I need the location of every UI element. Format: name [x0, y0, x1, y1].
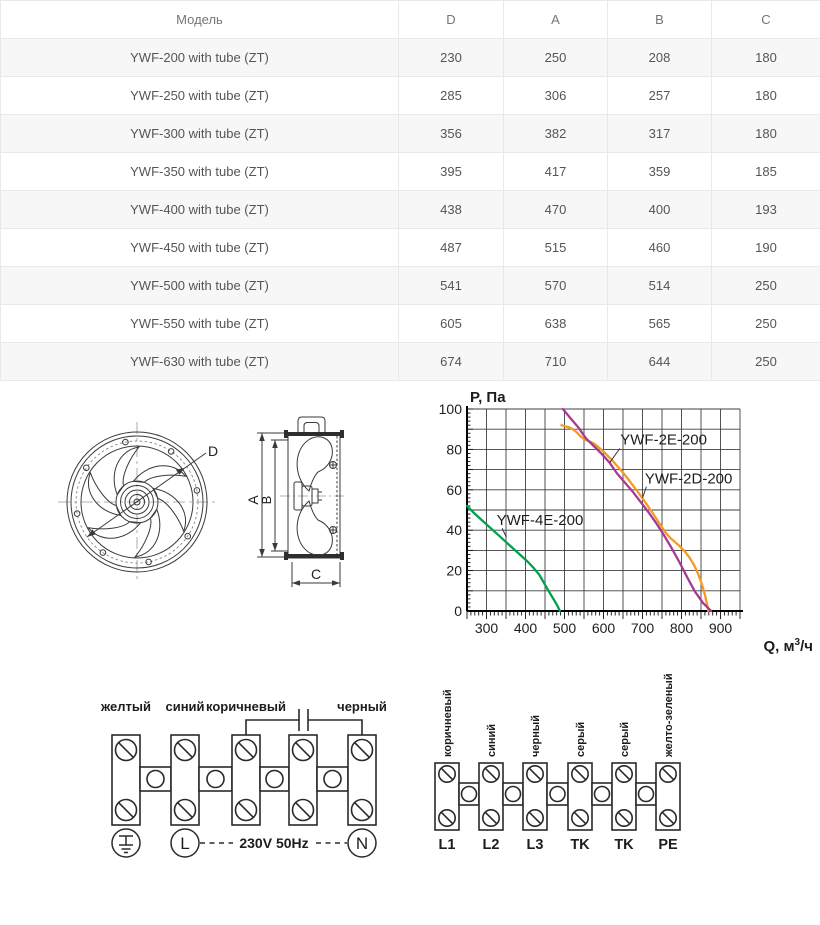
- wire-label: желтый: [101, 699, 151, 714]
- wire-label: серый: [619, 721, 631, 757]
- model-cell: YWF-550 with tube (ZT): [1, 305, 399, 343]
- value-cell: 460: [608, 229, 712, 267]
- model-cell: YWF-450 with tube (ZT): [1, 229, 399, 267]
- terminal-label: TK: [614, 837, 634, 853]
- wire-labels: [442, 673, 675, 758]
- value-cell: 306: [504, 77, 608, 115]
- neutral-label: N: [355, 834, 369, 853]
- terminal-label: L1: [438, 837, 456, 853]
- table-row: [1, 229, 820, 267]
- dimensions-table: [0, 0, 820, 381]
- table-row: [1, 191, 820, 229]
- terminal-labels: [439, 837, 678, 853]
- model-cell: YWF-630 with tube (ZT): [1, 343, 399, 381]
- value-cell: 570: [504, 267, 608, 305]
- model-cell: YWF-350 with tube (ZT): [1, 153, 399, 191]
- flange-screws: [330, 462, 337, 534]
- wire-label: коричневый: [442, 689, 454, 757]
- svg-text:900: 900: [708, 620, 733, 636]
- value-cell: 193: [712, 191, 820, 229]
- svg-text:600: 600: [591, 620, 616, 636]
- value-cell: 285: [399, 77, 504, 115]
- value-cell: 180: [712, 77, 820, 115]
- table-header-row: [1, 1, 820, 39]
- value-cell: 644: [608, 343, 712, 381]
- dim-label-b: B: [259, 495, 274, 505]
- dim-label-a: A: [245, 495, 261, 505]
- model-cell: YWF-500 with tube (ZT): [1, 267, 399, 305]
- wire-label: серый: [575, 721, 587, 757]
- svg-text:800: 800: [669, 620, 694, 636]
- model-cell: YWF-200 with tube (ZT): [1, 39, 399, 77]
- terminal-box: [298, 417, 325, 432]
- supply-voltage-label: 230V 50Hz: [239, 835, 309, 851]
- series-label-YWF-2D-200: YWF-2D-200: [644, 470, 733, 488]
- terminal-label: TK: [570, 837, 590, 853]
- svg-text:400: 400: [513, 620, 538, 636]
- ground-icon: [112, 829, 140, 857]
- fan-dimension-drawing: [48, 392, 383, 627]
- value-cell: 359: [608, 153, 712, 191]
- fan-front-view: [58, 422, 219, 582]
- table-row: [1, 39, 820, 77]
- value-cell: 487: [399, 229, 504, 267]
- dimension-b-line: [271, 440, 288, 551]
- terminal-label: L2: [482, 837, 500, 853]
- value-cell: 250: [504, 39, 608, 77]
- value-cell: 710: [504, 343, 608, 381]
- value-cell: 674: [399, 343, 504, 381]
- dim-label-c: C: [310, 566, 322, 582]
- wire-label: синий: [486, 723, 498, 757]
- table-row: [1, 267, 820, 305]
- value-cell: 180: [712, 115, 820, 153]
- column-header-d: D: [399, 1, 504, 39]
- table-row: [1, 305, 820, 343]
- column-header-b: B: [608, 1, 712, 39]
- value-cell: 190: [712, 229, 820, 267]
- value-cell: 317: [608, 115, 712, 153]
- column-header-c: C: [712, 1, 820, 39]
- value-cell: 382: [504, 115, 608, 153]
- table-row: [1, 77, 820, 115]
- value-cell: 605: [399, 305, 504, 343]
- svg-text:100: 100: [438, 401, 462, 417]
- wire-label: черный: [337, 699, 387, 714]
- value-cell: 565: [608, 305, 712, 343]
- svg-text:300: 300: [474, 620, 499, 636]
- value-cell: 541: [399, 267, 504, 305]
- y-axis-title: P, Па: [470, 389, 506, 406]
- value-cell: 395: [399, 153, 504, 191]
- svg-text:700: 700: [630, 620, 655, 636]
- column-header-model: Модель: [1, 1, 399, 39]
- model-cell: YWF-250 with tube (ZT): [1, 77, 399, 115]
- wire-label: синий: [165, 699, 205, 714]
- value-cell: 638: [504, 305, 608, 343]
- value-cell: 470: [504, 191, 608, 229]
- series-label-leader: [643, 487, 647, 498]
- value-cell: 438: [399, 191, 504, 229]
- svg-text:20: 20: [446, 562, 462, 579]
- dim-label-d: D: [208, 443, 219, 459]
- value-cell: 180: [712, 39, 820, 77]
- table-row: [1, 153, 820, 191]
- wire-label: желто-зеленый: [663, 673, 675, 757]
- column-header-a: A: [504, 1, 608, 39]
- series-label-YWF-2E-200: YWF-2E-200: [620, 431, 707, 449]
- svg-text:40: 40: [446, 522, 462, 539]
- value-cell: 250: [712, 305, 820, 343]
- performance-chart: [430, 388, 820, 663]
- value-cell: 400: [608, 191, 712, 229]
- wire-label: коричневый: [206, 699, 286, 714]
- x-axis-title: Q, $м^3/ч$: [763, 637, 813, 655]
- value-cell: 257: [608, 77, 712, 115]
- table-row: [1, 115, 820, 153]
- model-cell: YWF-400 with tube (ZT): [1, 191, 399, 229]
- value-cell: 515: [504, 229, 608, 267]
- value-cell: 250: [712, 343, 820, 381]
- svg-text:60: 60: [446, 481, 462, 498]
- model-cell: YWF-300 with tube (ZT): [1, 115, 399, 153]
- value-cell: 514: [608, 267, 712, 305]
- wire-label: черный: [530, 714, 542, 757]
- value-cell: 185: [712, 153, 820, 191]
- svg-text:0: 0: [454, 603, 462, 619]
- svg-text:500: 500: [552, 620, 577, 636]
- wiring-diagram-single-phase: [80, 682, 410, 872]
- wiring-diagram-three-phase: [420, 670, 710, 865]
- terminal-label: L3: [526, 837, 544, 853]
- line-label: L: [180, 834, 190, 853]
- wire-labels: [100, 699, 387, 714]
- value-cell: 417: [504, 153, 608, 191]
- terminal-label: PE: [658, 837, 678, 853]
- value-cell: 356: [399, 115, 504, 153]
- dimension-a-line: [257, 433, 284, 557]
- series-label-leader: [610, 448, 620, 462]
- value-cell: 208: [608, 39, 712, 77]
- table-row: [1, 343, 820, 381]
- series-YWF-2E-200: [561, 425, 708, 611]
- value-cell: 250: [712, 267, 820, 305]
- value-cell: 230: [399, 39, 504, 77]
- series-label-YWF-4E-200: YWF-4E-200: [496, 512, 584, 530]
- svg-text:80: 80: [446, 441, 462, 458]
